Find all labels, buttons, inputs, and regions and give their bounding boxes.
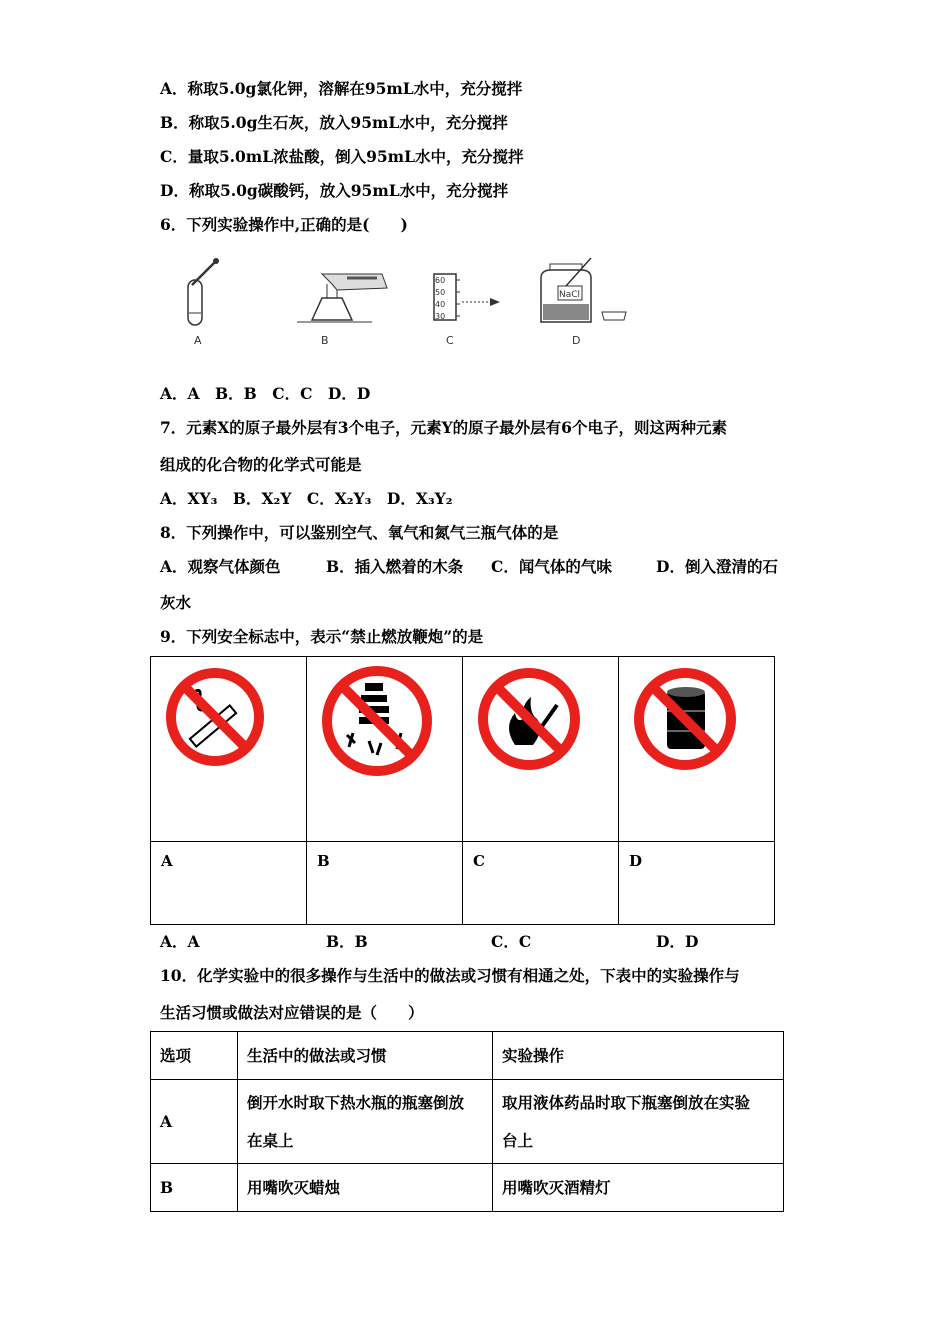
sign-label-c: C — [473, 852, 485, 870]
scale-50: 50 — [435, 288, 446, 297]
sign-label-cell-c — [463, 842, 619, 925]
sign-label-d: D — [629, 852, 643, 870]
q5-option-a: A．称取5.0g氯化钾，溶解在95mL水中，充分搅拌 — [160, 79, 523, 98]
sign-label-cell-d — [619, 842, 775, 925]
nacl-label: NaCl — [559, 290, 581, 300]
q9-answer-b: B．B — [326, 932, 368, 951]
q10-header-experiment: 实验操作 — [493, 1032, 784, 1080]
q10-row-a-exp-line1: 取用液体药品时取下瓶塞倒放在实验 — [502, 1092, 751, 1112]
q6-label-b: B — [321, 334, 329, 347]
q5-option-d: D．称取5.0g碳酸钙，放入95mL水中，充分搅拌 — [160, 181, 509, 200]
q6-figure-d-nacl-jar — [536, 256, 631, 326]
sign-label-a: A — [161, 852, 173, 870]
q8-option-d-cont: 灰水 — [160, 593, 192, 612]
sign-cell-b — [307, 657, 463, 842]
q10-row-b-option: B — [151, 1164, 238, 1212]
q6-stem: 6．下列实验操作中,正确的是( ) — [160, 215, 408, 234]
no-oil-drum-icon — [631, 665, 743, 777]
q7-stem-2: 组成的化合物的化学式可能是 — [160, 455, 362, 474]
q8-option-d: D．倒入澄清的石 — [656, 557, 778, 576]
q6-label-a: A — [194, 334, 202, 347]
q10-table — [150, 1031, 784, 1212]
q10-header-option: 选项 — [151, 1032, 238, 1080]
sign-label-cell-a — [151, 842, 307, 925]
q5-option-b: B．称取5.0g生石灰，放入95mL水中，充分搅拌 — [160, 113, 508, 132]
q6-label-d: D — [572, 334, 581, 347]
scale-60: 60 — [435, 276, 446, 285]
q10-row-b-experiment: 用嘴吹灭酒精灯 — [493, 1164, 784, 1212]
sign-cell-d — [619, 657, 775, 842]
q7-options: A．XY₃ B．X₂Y C．X₂Y₃ D．X₃Y₂ — [160, 489, 453, 508]
q6-label-c: C — [446, 334, 454, 347]
q7-stem-1: 7．元素X的原子最外层有3个电子，元素Y的原子最外层有6个电子，则这两种元素 — [160, 418, 727, 437]
q10-row-a-life-line1: 倒开水时取下热水瓶的瓶塞倒放 — [247, 1092, 465, 1112]
sign-cell-c — [463, 657, 619, 842]
q10-header-life: 生活中的做法或习惯 — [238, 1032, 493, 1080]
q10-row-a-exp-line2: 台上 — [502, 1130, 534, 1150]
sign-cell-a — [151, 657, 307, 842]
q8-option-a: A．观察气体颜色 — [160, 557, 281, 576]
q8-stem: 8．下列操作中，可以鉴别空气、氧气和氮气三瓶气体的是 — [160, 523, 559, 542]
q9-answer-c: C．C — [491, 932, 532, 951]
q8-option-b: B．插入燃着的木条 — [326, 557, 464, 576]
no-smoking-icon — [163, 665, 267, 769]
no-open-flame-icon — [475, 665, 587, 777]
scale-40: 40 — [435, 300, 446, 309]
q10-row-b-life: 用嘴吹灭蜡烛 — [238, 1164, 493, 1212]
sign-label-b: B — [317, 852, 330, 870]
q9-answer-d: D．D — [656, 932, 699, 951]
q10-row-a-life — [238, 1080, 493, 1164]
sign-label-cell-b — [307, 842, 463, 925]
q9-answer-a: A．A — [160, 932, 200, 951]
no-fireworks-icon — [319, 665, 439, 777]
q9-stem: 9．下列安全标志中，表示“禁止燃放鞭炮”的是 — [160, 627, 484, 646]
q5-option-c: C．量取5.0mL浓盐酸，倒入95mL水中，充分搅拌 — [160, 147, 524, 166]
q10-row-a-life-line2: 在桌上 — [247, 1130, 294, 1150]
q10-stem-2: 生活习惯或做法对应错误的是（ ） — [160, 1003, 424, 1022]
q9-signs-table — [150, 656, 775, 925]
q8-option-c: C．闻气体的气味 — [491, 557, 612, 576]
scale-30: 30 — [435, 312, 446, 321]
q6-figure-a-test-tube-dropper — [180, 255, 220, 330]
q10-row-a-experiment — [493, 1080, 784, 1164]
q6-answers: A．A B．B C．C D．D — [160, 384, 371, 403]
q10-row-a-option: A — [151, 1080, 238, 1164]
q10-stem-1: 10．化学实验中的很多操作与生活中的做法或习惯有相通之处，下表中的实验操作与 — [160, 966, 740, 985]
q6-figure-c-graduated-cylinder — [432, 272, 512, 322]
q6-figure-b-alcohol-lamp — [292, 270, 392, 330]
